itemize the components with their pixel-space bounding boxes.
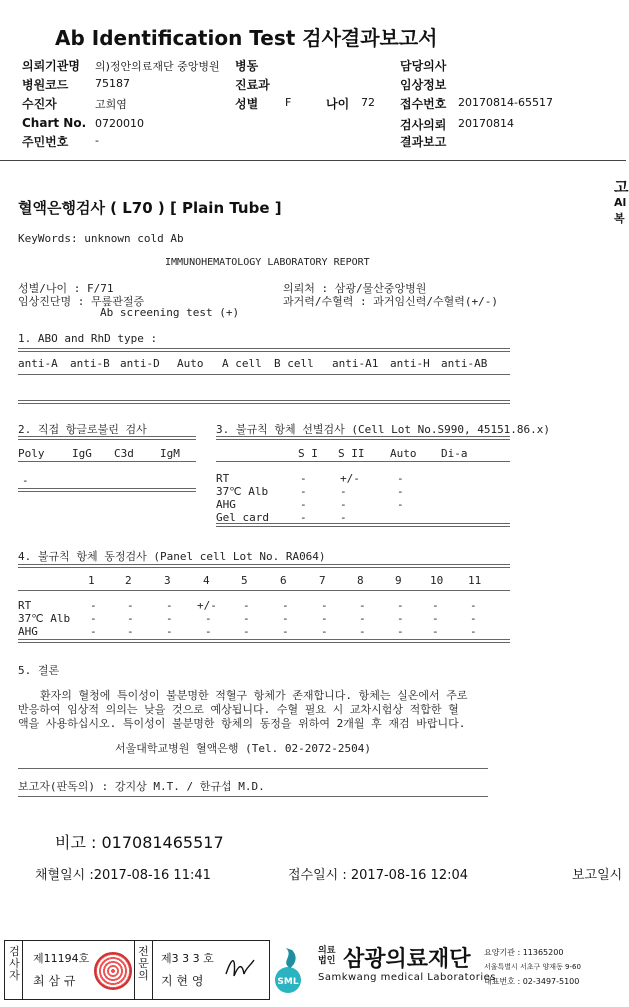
- panel-title: 4. 불규칙 항체 동정검사 (Panel cell Lot No. RA064): [18, 550, 326, 563]
- abo-header-cell: anti-A: [18, 357, 58, 370]
- abo-header-cell: anti-B: [70, 357, 110, 370]
- sig1-name: 최 삼 규: [33, 974, 76, 988]
- abo-header-cell: anti-AB: [441, 357, 488, 370]
- dept-label: 진료과: [235, 78, 270, 92]
- panel-cell: -: [166, 599, 173, 612]
- panel-header-cell: 4: [203, 574, 210, 587]
- report-label: 결과보고: [400, 135, 447, 149]
- panel-cell: -: [432, 612, 439, 625]
- org-code: 요양기관 : 11365200: [484, 948, 564, 957]
- report-title: Ab Identification Test 검사결과보고서: [55, 26, 438, 50]
- panel-header-cell: 9: [395, 574, 402, 587]
- screen-header-cell: Auto: [390, 447, 417, 460]
- abo-mid-rule: [18, 374, 510, 375]
- panel-cell: -: [321, 625, 328, 638]
- panel-cell: -: [470, 625, 477, 638]
- request-label: 검사의뢰: [400, 118, 447, 132]
- section-title: 혈액은행검사 ( L70 ) [ Plain Tube ]: [18, 199, 282, 217]
- panel-header-cell: 1: [88, 574, 95, 587]
- panel-header-cell: 5: [241, 574, 248, 587]
- screen-row-label: RT: [216, 472, 230, 485]
- panel-cell: -: [243, 612, 250, 625]
- screen-cell: -: [340, 511, 347, 524]
- screen-cell: -: [300, 498, 307, 511]
- received-time: 접수일시 : 2017-08-16 12:04: [288, 868, 469, 883]
- clinical-info-label: 임상정보: [400, 78, 447, 92]
- panel-cell: -: [397, 625, 404, 638]
- screen-title: 3. 불규칙 항체 선별검사 (Cell Lot No.S990, 45151.86.x): [216, 423, 551, 436]
- screen-cell: -: [340, 485, 347, 498]
- panel-cell: -: [205, 625, 212, 638]
- org-address: 서울특별시 서초구 양재동 9-60: [484, 963, 581, 971]
- sig-divider-2: [134, 940, 135, 1000]
- abo-header-cell: anti-A1: [332, 357, 379, 370]
- abo-header-cell: B cell: [274, 357, 314, 370]
- receipt-no-value: 20170814-65517: [458, 96, 553, 109]
- seal-stamp: [94, 952, 132, 990]
- sex-value: F: [285, 96, 292, 109]
- org-prefix: 의료법인: [318, 946, 336, 966]
- panel-cell: -: [166, 625, 173, 638]
- panel-header-cell: 3: [164, 574, 171, 587]
- institution-line: 서울대학교병원 혈액은행 (Tel. 02-2072-2504): [115, 742, 371, 755]
- panel-header-cell: 7: [319, 574, 326, 587]
- panel-cell: -: [359, 625, 366, 638]
- panel-cell: -: [397, 599, 404, 612]
- chart-value: 0720010: [95, 117, 144, 130]
- sig2-role: 전문의: [138, 945, 149, 982]
- dat-title: 2. 직접 항글로불린 검사: [18, 423, 147, 436]
- screen-row-label: AHG: [216, 498, 236, 511]
- screen-cell: -: [300, 511, 307, 524]
- panel-cell: -: [243, 625, 250, 638]
- panel-cell: -: [359, 599, 366, 612]
- panel-header-cell: 11: [468, 574, 482, 587]
- panel-bottom-rule: [18, 639, 510, 643]
- sex-age: 성별/나이 : F/71: [18, 282, 114, 295]
- dat-header-cell: C3d: [114, 447, 134, 460]
- panel-cell: -: [282, 625, 289, 638]
- lab-title: IMMUNOHEMATOLOGY LABORATORY REPORT: [165, 257, 370, 268]
- institution-label: 의뢰기관명: [22, 59, 80, 73]
- collected-time: 채혈일시 :2017-08-16 11:41: [35, 868, 211, 883]
- reported-time: 보고일시: [572, 868, 623, 883]
- attending-label: 담당의사: [400, 59, 447, 73]
- result-title: 5. 결론: [18, 664, 60, 677]
- keywords: KeyWords: unknown cold Ab: [18, 232, 184, 245]
- screening: Ab screening test (+): [100, 306, 240, 319]
- screen-header-cell: S II: [338, 447, 365, 460]
- abo-header-cell: A cell: [222, 357, 262, 370]
- screen-cell: -: [300, 485, 307, 498]
- org-phone: 대표번호 : 02-3497-5100: [484, 977, 580, 986]
- screen-bottom-rule: [216, 523, 510, 527]
- result-line-1: 환자의 혈청에 특이성이 불분명한 적혈구 항체가 존재합니다. 항체는 실온에서 주로: [40, 689, 468, 702]
- edge-text-2: Al: [614, 196, 627, 209]
- panel-cell: -: [432, 599, 439, 612]
- abo-title: 1. ABO and RhD type :: [18, 332, 158, 345]
- panel-cell: -: [321, 612, 328, 625]
- panel-mid-rule: [18, 590, 510, 591]
- sml-logo-icon: [270, 944, 310, 994]
- panel-row-label: AHG: [18, 625, 38, 638]
- screen-cell: -: [397, 472, 404, 485]
- abo-bottom-rule: [18, 400, 510, 404]
- sig-divider-1: [22, 940, 23, 1000]
- edge-text-3: 복: [614, 212, 625, 225]
- panel-cell: -: [282, 599, 289, 612]
- logo-text: SML: [277, 977, 299, 987]
- screen-header-cell: Di-a: [441, 447, 468, 460]
- hospital-code-label: 병원코드: [22, 78, 69, 92]
- sex-label: 성별: [235, 97, 259, 111]
- screen-cell: +/-: [340, 472, 360, 485]
- reporter-line: 보고자(판독의) : 강지상 M.T. / 한규섭 M.D.: [18, 780, 265, 793]
- sig1-role: 검사자: [9, 945, 20, 982]
- panel-cell: -: [321, 599, 328, 612]
- age-value: 72: [361, 96, 375, 109]
- screen-top-rule: [216, 436, 510, 440]
- panel-cell: -: [90, 612, 97, 625]
- chart-label: Chart No.: [22, 116, 87, 130]
- dat-header-cell: IgG: [72, 447, 92, 460]
- institution-value: 의)정안의료재단 중앙병원: [95, 60, 220, 73]
- abo-header-cell: Auto: [177, 357, 204, 370]
- reporter-top-rule: [18, 768, 488, 769]
- panel-row-label: 37℃ Alb: [18, 612, 71, 625]
- dat-header-cell: IgM: [160, 447, 180, 460]
- dat-mid-rule: [18, 461, 196, 462]
- panel-header-cell: 2: [125, 574, 132, 587]
- panel-row-label: RT: [18, 599, 32, 612]
- panel-cell: -: [127, 599, 134, 612]
- requester: 의뢰처 : 삼광/물산중앙병원: [283, 282, 427, 295]
- receipt-no-label: 접수번호: [400, 97, 447, 111]
- sig-divider-3: [152, 940, 153, 1000]
- dat-top-rule: [18, 436, 196, 440]
- panel-cell: -: [397, 612, 404, 625]
- screen-cell: -: [397, 485, 404, 498]
- screen-cell: -: [397, 498, 404, 511]
- screen-mid-rule: [216, 461, 510, 462]
- abo-header-cell: anti-D: [120, 357, 160, 370]
- resident-label: 주민번호: [22, 135, 69, 149]
- panel-cell: -: [432, 625, 439, 638]
- panel-cell: -: [90, 599, 97, 612]
- panel-cell: -: [282, 612, 289, 625]
- hospital-code-value: 75187: [95, 77, 130, 90]
- dat-header-cell: Poly: [18, 447, 45, 460]
- panel-cell: -: [243, 599, 250, 612]
- signature-mark: [222, 952, 258, 982]
- dat-bottom-rule: [18, 488, 196, 492]
- panel-header-cell: 10: [430, 574, 444, 587]
- panel-cell: -: [205, 612, 212, 625]
- panel-header-cell: 8: [357, 574, 364, 587]
- reporter-bottom-rule: [18, 796, 488, 797]
- result-line-3: 액을 사용하십시오. 특이성이 불분명한 항체의 동정을 위하여 2개월 후 재검 바랍니다.: [18, 717, 466, 730]
- org-name: 삼광의료재단: [343, 947, 471, 972]
- diagnosis: 임상진단명 : 무릎관절증: [18, 295, 145, 308]
- panel-cell: -: [90, 625, 97, 638]
- panel-cell: +/-: [197, 599, 217, 612]
- panel-cell: -: [359, 612, 366, 625]
- sig2-license: 제3 3 3 호: [161, 952, 214, 965]
- header-divider: [0, 160, 626, 161]
- patient-value: 고희염: [95, 98, 127, 111]
- screen-row-label: 37℃ Alb: [216, 485, 269, 498]
- sig1-license: 제11194호: [33, 952, 90, 965]
- screen-row-label: Gel card: [216, 511, 269, 524]
- patient-label: 수진자: [22, 97, 57, 111]
- ward-label: 병동: [235, 59, 259, 73]
- age-label: 나이: [326, 97, 350, 111]
- panel-header-cell: 6: [280, 574, 287, 587]
- screen-cell: -: [300, 472, 307, 485]
- sig2-name: 지 현 영: [161, 974, 204, 988]
- panel-cell: -: [127, 612, 134, 625]
- panel-cell: -: [127, 625, 134, 638]
- panel-cell: -: [470, 612, 477, 625]
- screen-cell: -: [340, 498, 347, 511]
- abo-top-rule: [18, 348, 510, 352]
- panel-cell: -: [166, 612, 173, 625]
- abo-header-cell: anti-H: [390, 357, 430, 370]
- dat-value: -: [22, 474, 29, 487]
- history: 과거력/수혈력 : 과거임신력/수혈력(+/-): [283, 295, 498, 308]
- note: 비고 : 017081465517: [55, 833, 224, 852]
- resident-value: -: [95, 134, 99, 147]
- org-english: Samkwang medical Laboratories: [318, 972, 496, 983]
- panel-cell: -: [470, 599, 477, 612]
- panel-top-rule: [18, 564, 510, 568]
- screen-header-cell: S I: [298, 447, 318, 460]
- edge-text-1: 고: [614, 178, 629, 196]
- result-line-2: 반응하여 임상적 의의는 낮을 것으로 예상됩니다. 수혈 필요 시 교차시험상 적합한 혈: [18, 703, 459, 716]
- request-value: 20170814: [458, 117, 514, 130]
